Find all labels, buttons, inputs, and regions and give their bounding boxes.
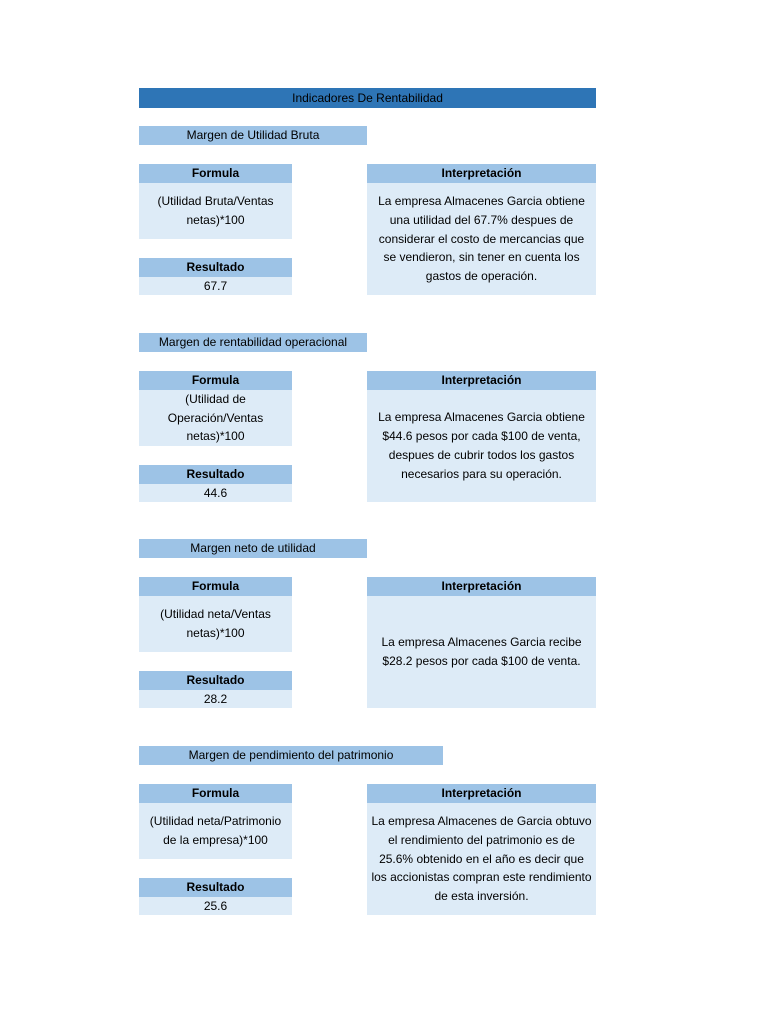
interpretation-text: La empresa Almacenes de Garcia obtuvo el rendimiento del patrimonio es de 25.6% obtenido en el año es decir que los accionistas compran este rendimiento de esta inversión. [367,803,596,915]
interpretation-header: Interpretación [367,784,596,803]
section-title: Margen de rentabilidad operacional [139,333,367,352]
section-title: Margen neto de utilidad [139,539,367,558]
formula-value: (Utilidad neta/Ventas netas)*100 [139,596,292,652]
interpretation-header: Interpretación [367,371,596,390]
result-header: Resultado [139,671,292,690]
section-margen-rentabilidad-operacional [139,333,596,523]
interpretation-header: Interpretación [367,164,596,183]
formula-value: (Utilidad Bruta/Ventas netas)*100 [139,183,292,239]
section-margen-neto-utilidad [139,539,596,729]
formula-value: (Utilidad neta/Patrimonio de la empresa)*100 [139,803,292,859]
interpretation-text: La empresa Almacenes Garcia obtiene $44.6 pesos por cada $100 de venta, despues de cubrir todos los gastos necesarios para su operación. [367,390,596,502]
section-margen-pendimiento-patrimonio [139,746,596,936]
result-header: Resultado [139,258,292,277]
section-margen-utilidad-bruta [139,126,596,316]
interpretation-text: La empresa Almacenes Garcia obtiene una utilidad del 67.7% despues de considerar el costo de mercancias que se vendieron, sin tener en cuenta los gastos de operación. [367,183,596,295]
result-value: 25.6 [139,897,292,915]
result-value: 67.7 [139,277,292,295]
result-value: 44.6 [139,484,292,502]
interpretation-header: Interpretación [367,577,596,596]
section-title: Margen de Utilidad Bruta [139,126,367,145]
formula-value: (Utilidad de Operación/Ventas netas)*100 [139,390,292,446]
formula-header: Formula [139,784,292,803]
result-value: 28.2 [139,690,292,708]
formula-header: Formula [139,371,292,390]
result-header: Resultado [139,878,292,897]
section-title: Margen de pendimiento del patrimonio [139,746,443,765]
page-title: Indicadores De Rentabilidad [139,88,596,108]
interpretation-text: La empresa Almacenes Garcia recibe $28.2 pesos por cada $100 de venta. [367,596,596,708]
formula-header: Formula [139,577,292,596]
formula-header: Formula [139,164,292,183]
result-header: Resultado [139,465,292,484]
